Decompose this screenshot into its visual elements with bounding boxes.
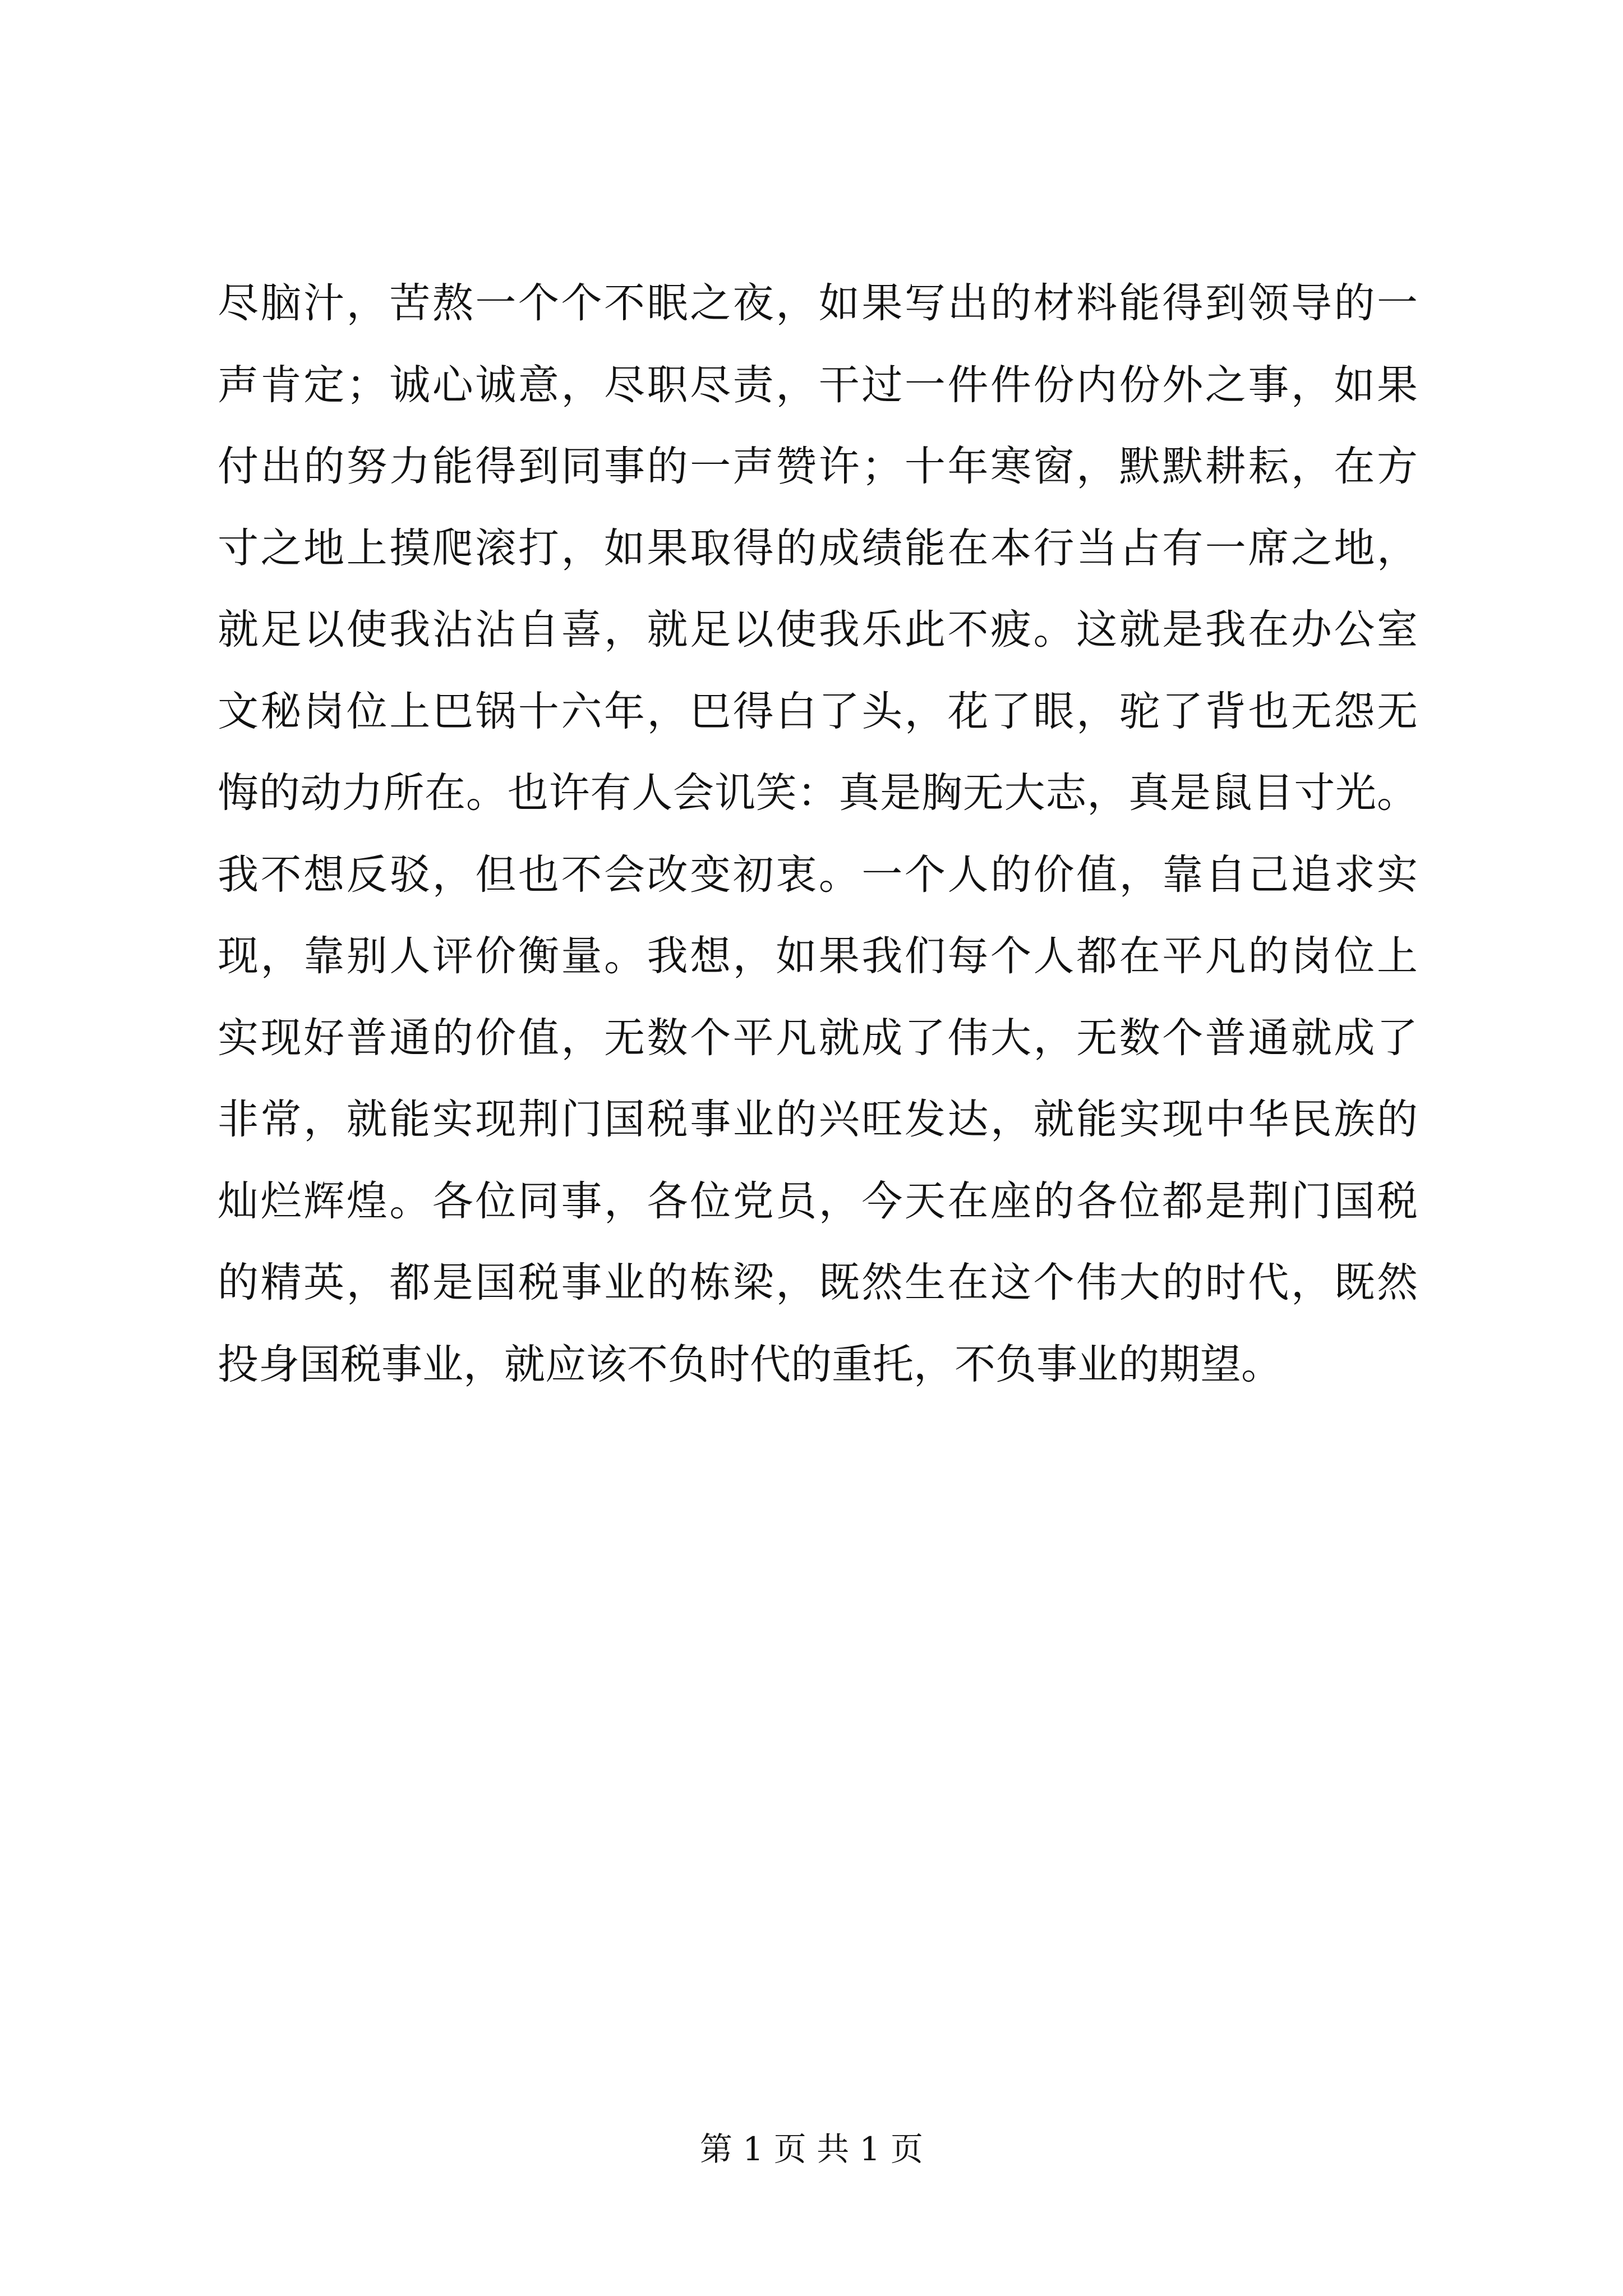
text-line: 付出的努力能得到同事的一声赞许；十年寒窗，默默耕耘，在方: [218, 443, 1418, 490]
text-line: 文秘岗位上巴锅十六年，巴得白了头，花了眼，驼了背也无怨无: [218, 687, 1418, 735]
body-text: [218, 263, 1418, 1405]
text-line: 尽脑汁，苦熬一个个不眠之夜，如果写出的材料能得到领导的一: [218, 279, 1418, 327]
text-line: 灿烂辉煌。各位同事，各位党员，今天在座的各位都是荆门国税: [218, 1177, 1418, 1225]
text-line: 现，靠别人评价衡量。我想，如果我们每个人都在平凡的岗位上: [218, 932, 1418, 980]
text-line: 声肯定；诚心诚意，尽职尽责，干过一件件份内份外之事，如果: [218, 361, 1418, 409]
text-line: 就足以使我沾沾自喜，就足以使我乐此不疲。这就是我在办公室: [218, 606, 1418, 654]
text-line: 投身国税事业，就应该不负时代的重托，不负事业的期望。: [218, 1340, 1282, 1388]
text-line: 悔的动力所在。也许有人会讥笑：真是胸无大志，真是鼠目寸光。: [218, 769, 1418, 817]
text-line: 非常，就能实现荆门国税事业的兴旺发达，就能实现中华民族的: [218, 1096, 1418, 1143]
text-line: 寸之地上摸爬滚打，如果取得的成绩能在本行当占有一席之地，: [218, 524, 1418, 572]
page-number-footer: 第 1 页 共 1 页: [700, 2130, 923, 2168]
text-line: 我不想反驳，但也不会改变初衷。一个人的价值，靠自己追求实: [218, 850, 1418, 899]
text-line: 实现好普通的价值，无数个平凡就成了伟大，无数个普通就成了: [218, 1014, 1418, 1062]
text-line: 的精英，都是国税事业的栋梁，既然生在这个伟大的时代，既然: [218, 1259, 1418, 1306]
